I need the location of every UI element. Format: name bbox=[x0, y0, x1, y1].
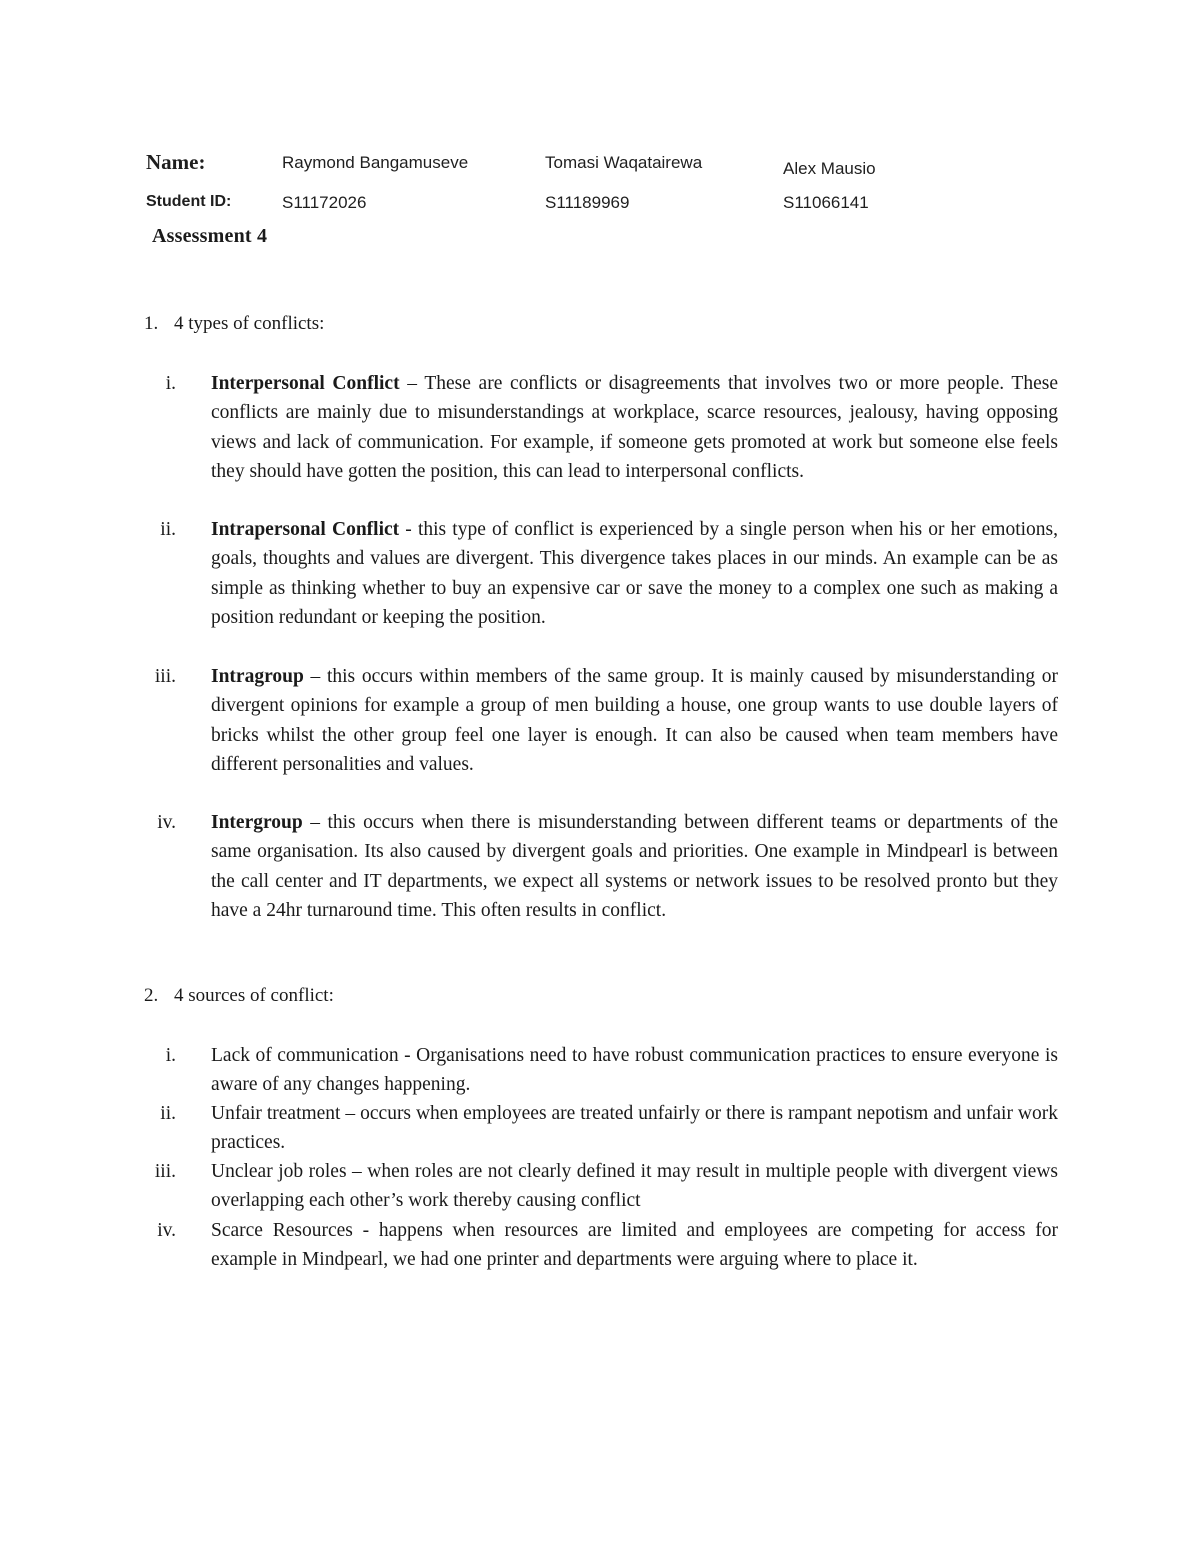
list-item-description: – These are conflicts or disagreements that involves two or more people. These conflicts are mainly due to misunderstandings at workplace, scarce resources, jealousy, having opposing views and lack of communication. For example, if someone gets promoted at work but someone else feels they should have gotten the position, this can lead to interpersonal conflicts. bbox=[211, 373, 1058, 482]
section-number: 2. bbox=[144, 985, 159, 1006]
section-number: 1. bbox=[144, 313, 159, 334]
section-heading bbox=[144, 985, 334, 1007]
list-marker: ii. bbox=[160, 519, 176, 540]
student-id-label: Student ID: bbox=[146, 193, 232, 210]
list-item-text: Scarce Resources - happens when resources are limited and employees are competing for access for example in Mindpearl, we had one printer and departments were arguing where to place it. bbox=[211, 1220, 1058, 1271]
section-heading bbox=[144, 313, 324, 335]
list-item bbox=[130, 1041, 1058, 1099]
list-item bbox=[130, 515, 1058, 661]
list-item-text bbox=[211, 808, 1058, 925]
list-item-term: Intrapersonal Conflict bbox=[211, 519, 400, 540]
list-item bbox=[130, 1099, 1058, 1157]
list-item-text: Lack of communication - Organisations need to have robust communication practices to ensure everyone is aware of any changes happening. bbox=[211, 1045, 1058, 1096]
list-item-text bbox=[211, 515, 1058, 632]
list-item-text: Unclear job roles – when roles are not clearly defined it may result in multiple people with divergent views overlapping each other’s work thereby causing conflict bbox=[211, 1161, 1058, 1212]
student-name: Raymond Bangamuseve bbox=[282, 153, 469, 172]
list-marker: i. bbox=[165, 373, 176, 394]
document-title: Assessment 4 bbox=[152, 225, 268, 247]
list-item-text bbox=[211, 662, 1058, 779]
section-heading-text: 4 sources of conflict: bbox=[174, 985, 334, 1006]
name-label: Name: bbox=[146, 150, 206, 174]
student-name: Tomasi Waqatairewa bbox=[545, 153, 703, 172]
list-marker: iii. bbox=[154, 666, 176, 687]
list-marker: i. bbox=[165, 1045, 176, 1066]
list-item bbox=[130, 808, 1058, 954]
list-item-term: Intragroup bbox=[211, 666, 304, 687]
student-id: S11172026 bbox=[282, 193, 367, 212]
list-marker: iv. bbox=[157, 812, 176, 833]
list-item bbox=[130, 662, 1058, 808]
list-item bbox=[130, 369, 1058, 515]
list-item-description: – this occurs within members of the same group. It is mainly caused by misunderstanding or divergent opinions for example a group of men building a house, one group wants to use double layers of bricks whilst the other group feel one layer is enough. It can also be caused when team members have different personalities and values. bbox=[211, 666, 1058, 775]
list-marker: iii. bbox=[154, 1161, 176, 1182]
list-item-description: - this type of conflict is experienced by a single person when his or her emotions, goals, thoughts and values are divergent. This divergence takes places in our minds. An example can be as simple as thinking whether to buy an expensive car or save the money to a complex one such as making a position redundant or keeping the position. bbox=[211, 519, 1059, 628]
section-heading-text: 4 types of conflicts: bbox=[174, 313, 325, 334]
student-id: S11066141 bbox=[783, 193, 869, 212]
list-marker: ii. bbox=[160, 1103, 176, 1124]
list-marker: iv. bbox=[157, 1220, 176, 1241]
student-id: S11189969 bbox=[545, 193, 630, 212]
list-item-term: Intergroup bbox=[211, 812, 303, 833]
list-item-text: Unfair treatment – occurs when employees are treated unfairly or there is rampant nepotism and unfair work practices. bbox=[211, 1103, 1058, 1154]
list-item bbox=[130, 1157, 1058, 1215]
student-name: Alex Mausio bbox=[783, 159, 876, 178]
list-item-description: – this occurs when there is misunderstanding between different teams or departments of the same organisation. Its also caused by divergent goals and priorities. One example in Mindpearl is between the call center and IT departments, we expect all systems or network issues to be resolved pronto but they have a 24hr turnaround time. This often results in conflict. bbox=[211, 812, 1058, 921]
list-item-term: Interpersonal Conflict bbox=[211, 373, 400, 394]
list-item-text bbox=[211, 369, 1058, 486]
list-item bbox=[130, 1216, 1058, 1304]
